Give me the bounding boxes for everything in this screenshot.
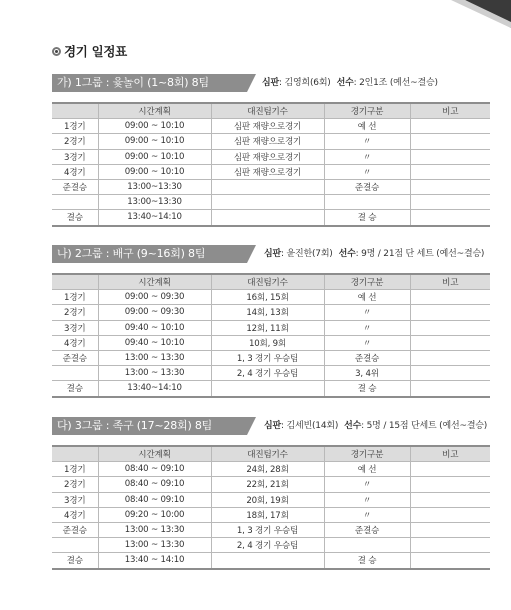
cell-game: [52, 195, 98, 210]
cell-game: 준결승: [52, 179, 98, 194]
group-header: [52, 74, 490, 92]
cell-note: [410, 507, 490, 522]
cell-note: [410, 335, 490, 350]
table-row: [52, 164, 490, 179]
cell-note: [410, 522, 490, 537]
page-title: [52, 42, 127, 60]
referee-value: : 윤진한(7회): [281, 249, 333, 259]
cell-game: 1경기: [52, 290, 98, 305]
cell-teams: 10회, 9회: [211, 335, 324, 350]
cell-time: 13:00 ~ 13:30: [98, 522, 211, 537]
cell-type: 3, 4위: [324, 366, 410, 381]
table-row: [52, 320, 490, 335]
referee-value: : 김영희(6회): [279, 78, 331, 88]
schedule-table: [52, 445, 490, 570]
table-row: [52, 134, 490, 149]
cell-time: 13:00 ~ 13:30: [98, 350, 211, 365]
cell-type: 〃: [324, 492, 410, 507]
referee-label: 심판: [262, 78, 279, 88]
cell-game: [52, 366, 98, 381]
header-cell-note: 비고: [410, 103, 490, 119]
table-header-row: [52, 103, 490, 119]
group-tag: 가) 1그룹 : 윷놀이 (1~8회) 8팀: [52, 74, 247, 92]
cell-type: [324, 538, 410, 553]
cell-game: 준결승: [52, 522, 98, 537]
header-cell-note: 비고: [410, 274, 490, 290]
cell-game: 결승: [52, 381, 98, 397]
table-row: [52, 350, 490, 365]
table-row: [52, 492, 490, 507]
cell-note: [410, 179, 490, 194]
table-row: [52, 210, 490, 226]
cell-type: 예 선: [324, 290, 410, 305]
cell-type: 〃: [324, 335, 410, 350]
cell-time: 13:40 ~ 14:10: [98, 553, 211, 569]
table-row: [52, 553, 490, 569]
table-header-row: [52, 446, 490, 462]
players-label: 선수: [336, 78, 354, 88]
cell-note: [410, 149, 490, 164]
table-row: [52, 335, 490, 350]
cell-game: 결승: [52, 553, 98, 569]
cell-type: 예 선: [324, 462, 410, 477]
cell-game: 준결승: [52, 350, 98, 365]
cell-game: 3경기: [52, 149, 98, 164]
referee-value: : 김세빈(14회): [281, 421, 339, 431]
group-header: [52, 245, 490, 263]
header-cell-time: 시간계획: [98, 274, 211, 290]
schedule-table: [52, 102, 490, 227]
cell-teams: 20회, 19회: [211, 492, 324, 507]
table-row: [52, 149, 490, 164]
schedule-table: [52, 273, 490, 398]
cell-teams: 18회, 17회: [211, 507, 324, 522]
cell-time: 09:20 ~ 10:00: [98, 507, 211, 522]
header-cell-type: 경기구분: [324, 274, 410, 290]
cell-time: 09:00 ~ 09:30: [98, 290, 211, 305]
cell-note: [410, 492, 490, 507]
cell-teams: [211, 179, 324, 194]
header-cell-blank: [52, 274, 98, 290]
cell-game: 1경기: [52, 462, 98, 477]
cell-type: 〃: [324, 507, 410, 522]
cell-game: 3경기: [52, 492, 98, 507]
table-row: [52, 290, 490, 305]
cell-teams: [211, 195, 324, 210]
cell-time: 09:00 ~ 10:10: [98, 119, 211, 134]
circle-bullet-icon: [52, 47, 61, 56]
cell-game: 1경기: [52, 119, 98, 134]
table-row: [52, 179, 490, 194]
cell-note: [410, 538, 490, 553]
cell-teams: 22회, 21회: [211, 477, 324, 492]
group-3-section: [52, 417, 490, 567]
header-cell-teams: 대진팀기수: [211, 274, 324, 290]
table-row: [52, 538, 490, 553]
header-cell-note: 비고: [410, 446, 490, 462]
cell-note: [410, 195, 490, 210]
cell-game: 4경기: [52, 507, 98, 522]
header-cell-type: 경기구분: [324, 446, 410, 462]
cell-teams: 12회, 11회: [211, 320, 324, 335]
cell-type: [324, 195, 410, 210]
header-cell-blank: [52, 446, 98, 462]
cell-time: 08:40 ~ 09:10: [98, 462, 211, 477]
page-title-text: 경기 일정표: [64, 44, 127, 59]
group-header: [52, 417, 490, 435]
table-header-row: [52, 274, 490, 290]
cell-time: 13:40~14:10: [98, 381, 211, 397]
table-row: [52, 381, 490, 397]
cell-teams: 심판 재량으로경기: [211, 149, 324, 164]
cell-type: 〃: [324, 134, 410, 149]
group-1-section: [52, 74, 490, 224]
cell-type: 결 승: [324, 210, 410, 226]
group-info: [264, 417, 487, 435]
cell-note: [410, 290, 490, 305]
table-row: [52, 477, 490, 492]
cell-teams: 1, 3 경기 우승팀: [211, 350, 324, 365]
cell-teams: 심판 재량으로경기: [211, 164, 324, 179]
cell-time: 09:40 ~ 10:10: [98, 335, 211, 350]
cell-teams: [211, 381, 324, 397]
cell-note: [410, 350, 490, 365]
cell-time: 13:00 ~ 13:30: [98, 366, 211, 381]
cell-note: [410, 553, 490, 569]
cell-note: [410, 119, 490, 134]
group-tag: 나) 2그룹 : 배구 (9~16회) 8팀: [52, 245, 247, 263]
cell-note: [410, 305, 490, 320]
cell-type: 예 선: [324, 119, 410, 134]
corner-decoration: [451, 0, 511, 28]
cell-game: 3경기: [52, 320, 98, 335]
cell-type: 준결승: [324, 522, 410, 537]
players-value: : 2인1조 (예선~결승): [353, 78, 438, 88]
cell-note: [410, 381, 490, 397]
cell-time: 13:00~13:30: [98, 195, 211, 210]
players-value: : 9명 / 21점 단 세트 (예선~결승): [355, 249, 485, 259]
cell-time: 09:00 ~ 10:10: [98, 149, 211, 164]
cell-teams: 14회, 13회: [211, 305, 324, 320]
header-cell-blank: [52, 103, 98, 119]
cell-time: 13:00~13:30: [98, 179, 211, 194]
header-cell-teams: 대진팀기수: [211, 103, 324, 119]
table-row: [52, 119, 490, 134]
group-2-section: [52, 245, 490, 395]
cell-type: 〃: [324, 477, 410, 492]
cell-type: 준결승: [324, 179, 410, 194]
cell-game: 결승: [52, 210, 98, 226]
group-tag: 다) 3그룹 : 족구 (17~28회) 8팀: [52, 417, 247, 435]
cell-time: 08:40 ~ 09:10: [98, 492, 211, 507]
cell-type: 준결승: [324, 350, 410, 365]
cell-time: 09:00 ~ 09:30: [98, 305, 211, 320]
table-row: [52, 522, 490, 537]
group-info: [262, 74, 438, 92]
cell-game: 4경기: [52, 164, 98, 179]
cell-teams: 심판 재량으로경기: [211, 119, 324, 134]
cell-game: 2경기: [52, 305, 98, 320]
players-label: 선수: [344, 421, 362, 431]
cell-teams: 심판 재량으로경기: [211, 134, 324, 149]
cell-note: [410, 462, 490, 477]
cell-note: [410, 134, 490, 149]
table-row: [52, 305, 490, 320]
group-info: [264, 245, 484, 263]
cell-note: [410, 210, 490, 226]
cell-type: 〃: [324, 164, 410, 179]
cell-note: [410, 477, 490, 492]
cell-game: 4경기: [52, 335, 98, 350]
players-value: : 5명 / 15점 단세트 (예선~결승): [361, 421, 488, 431]
table-row: [52, 366, 490, 381]
table-row: [52, 462, 490, 477]
table-row: [52, 195, 490, 210]
cell-teams: [211, 553, 324, 569]
cell-note: [410, 366, 490, 381]
cell-note: [410, 320, 490, 335]
cell-type: 〃: [324, 305, 410, 320]
cell-time: 08:40 ~ 09:10: [98, 477, 211, 492]
table-row: [52, 507, 490, 522]
cell-time: 09:00 ~ 10:10: [98, 164, 211, 179]
header-cell-time: 시간계획: [98, 103, 211, 119]
players-label: 선수: [338, 249, 356, 259]
cell-type: 결 승: [324, 381, 410, 397]
header-cell-type: 경기구분: [324, 103, 410, 119]
cell-note: [410, 164, 490, 179]
cell-teams: 16회, 15회: [211, 290, 324, 305]
header-cell-time: 시간계획: [98, 446, 211, 462]
cell-teams: 1, 3 경기 우승팀: [211, 522, 324, 537]
referee-label: 심판: [264, 421, 281, 431]
referee-label: 심판: [264, 249, 281, 259]
cell-game: 2경기: [52, 477, 98, 492]
cell-time: 09:40 ~ 10:10: [98, 320, 211, 335]
cell-time: 13:00 ~ 13:30: [98, 538, 211, 553]
cell-type: 〃: [324, 320, 410, 335]
cell-time: 09:00 ~ 10:10: [98, 134, 211, 149]
cell-time: 13:40~14:10: [98, 210, 211, 226]
cell-teams: 2, 4 경기 우승팀: [211, 538, 324, 553]
cell-game: [52, 538, 98, 553]
cell-teams: [211, 210, 324, 226]
cell-type: 결 승: [324, 553, 410, 569]
cell-teams: 24회, 28회: [211, 462, 324, 477]
cell-teams: 2, 4 경기 우승팀: [211, 366, 324, 381]
cell-type: 〃: [324, 149, 410, 164]
cell-game: 2경기: [52, 134, 98, 149]
header-cell-teams: 대진팀기수: [211, 446, 324, 462]
